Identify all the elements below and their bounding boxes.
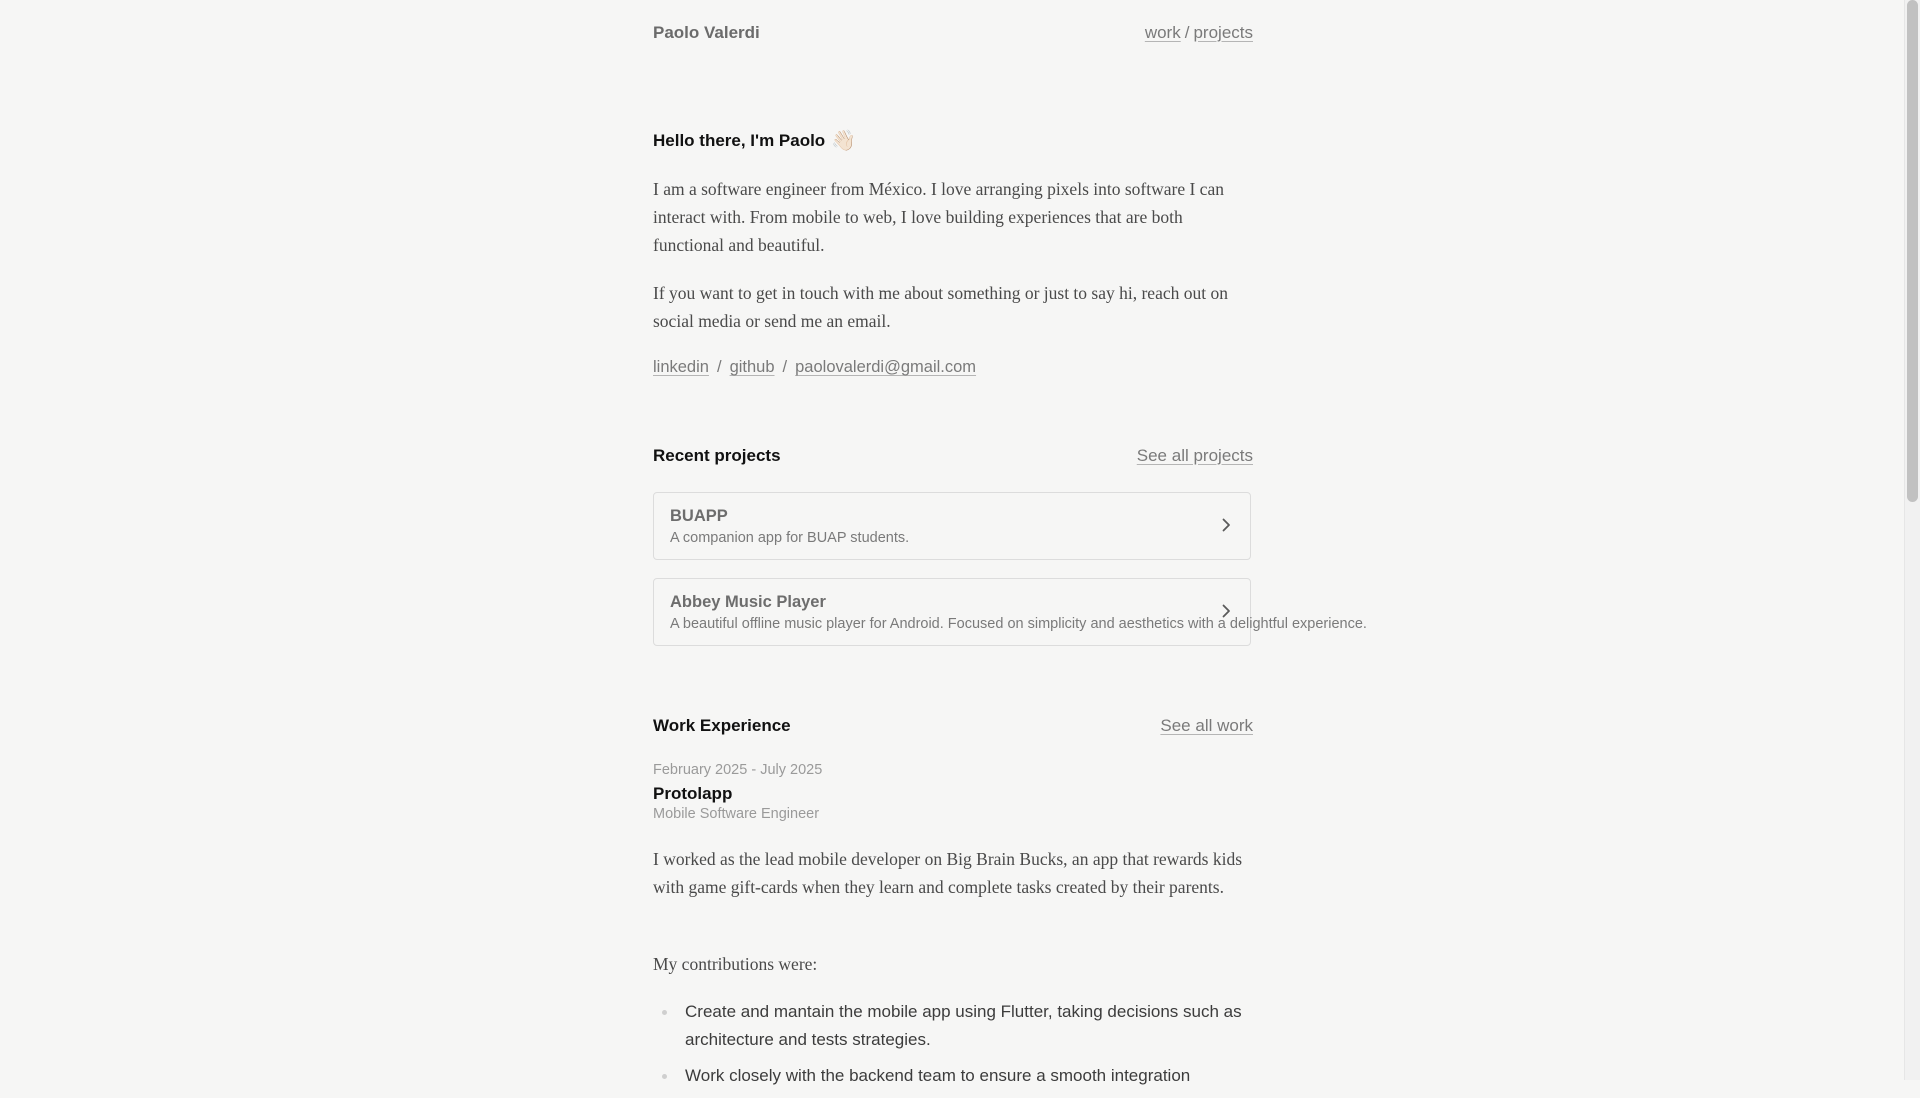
main-nav [1145, 23, 1253, 43]
scrollbar-thumb[interactable] [1907, 0, 1918, 502]
intro-heading [653, 128, 856, 153]
project-description: A beautiful offline music player for Android. Focused on simplicity and aesthetics with a delightful experience. [670, 616, 1367, 632]
github-link[interactable]: github [729, 358, 775, 376]
project-name: Abbey Music Player [670, 593, 826, 611]
site-name[interactable]: Paolo Valerdi [653, 23, 760, 42]
link-separator: / [782, 358, 788, 376]
work-description: I worked as the lead mobile developer on Big Brain Bucks, an app that rewards kids with game gift-cards when they learn and complete tasks created by their parents. [653, 849, 1243, 897]
list-item: Work closely with the backend team to ensure a smooth integration [653, 1062, 1253, 1090]
project-description: A companion app for BUAP students. [670, 530, 910, 546]
list-item: Create and mantain the mobile app using Flutter, taking decisions such as architecture and tests strategies. [653, 998, 1253, 1054]
intro-heading-text: Hello there, I'm Paolo [653, 130, 826, 150]
recent-projects-title: Recent projects [653, 446, 781, 465]
nav-work-link[interactable]: work [1144, 23, 1181, 42]
intro-paragraph-2: If you want to get in touch with me about something or just to say hi, reach out on social media or send me an email. [653, 283, 1228, 331]
link-separator: / [716, 358, 722, 376]
nav-projects-link[interactable]: projects [1193, 23, 1253, 42]
work-company: Protolapp [653, 784, 733, 803]
linkedin-link[interactable]: linkedin [653, 358, 709, 376]
nav-separator: / [1184, 23, 1190, 42]
project-name: BUAPP [670, 507, 728, 525]
email-link[interactable]: paolovalerdi@gmail.com [795, 358, 977, 376]
chevron-right-icon [1218, 603, 1234, 619]
intro-paragraph-1: I am a software engineer from México. I love arranging pixels into software I can interact with. From mobile to web, I love building experiences that are both functional and beautiful. [653, 179, 1224, 255]
chevron-right-icon [1218, 517, 1234, 533]
contributions-intro: My contributions were: [653, 954, 818, 974]
contributions-list [653, 998, 1253, 1098]
work-role: Mobile Software Engineer [653, 806, 820, 822]
social-links [653, 358, 976, 377]
project-card-abbey-music-player[interactable] [653, 578, 1367, 646]
scrollbar-track[interactable] [1904, 0, 1920, 1080]
work-experience-title: Work Experience [653, 716, 791, 735]
see-all-work-link[interactable]: See all work [1160, 716, 1253, 735]
see-all-projects-link[interactable]: See all projects [1136, 446, 1253, 465]
waving-hand-icon: 👋🏻 [831, 130, 857, 152]
project-card-buapp[interactable] [653, 492, 1251, 560]
work-date: February 2025 - July 2025 [653, 762, 823, 778]
site-header [653, 20, 1253, 46]
